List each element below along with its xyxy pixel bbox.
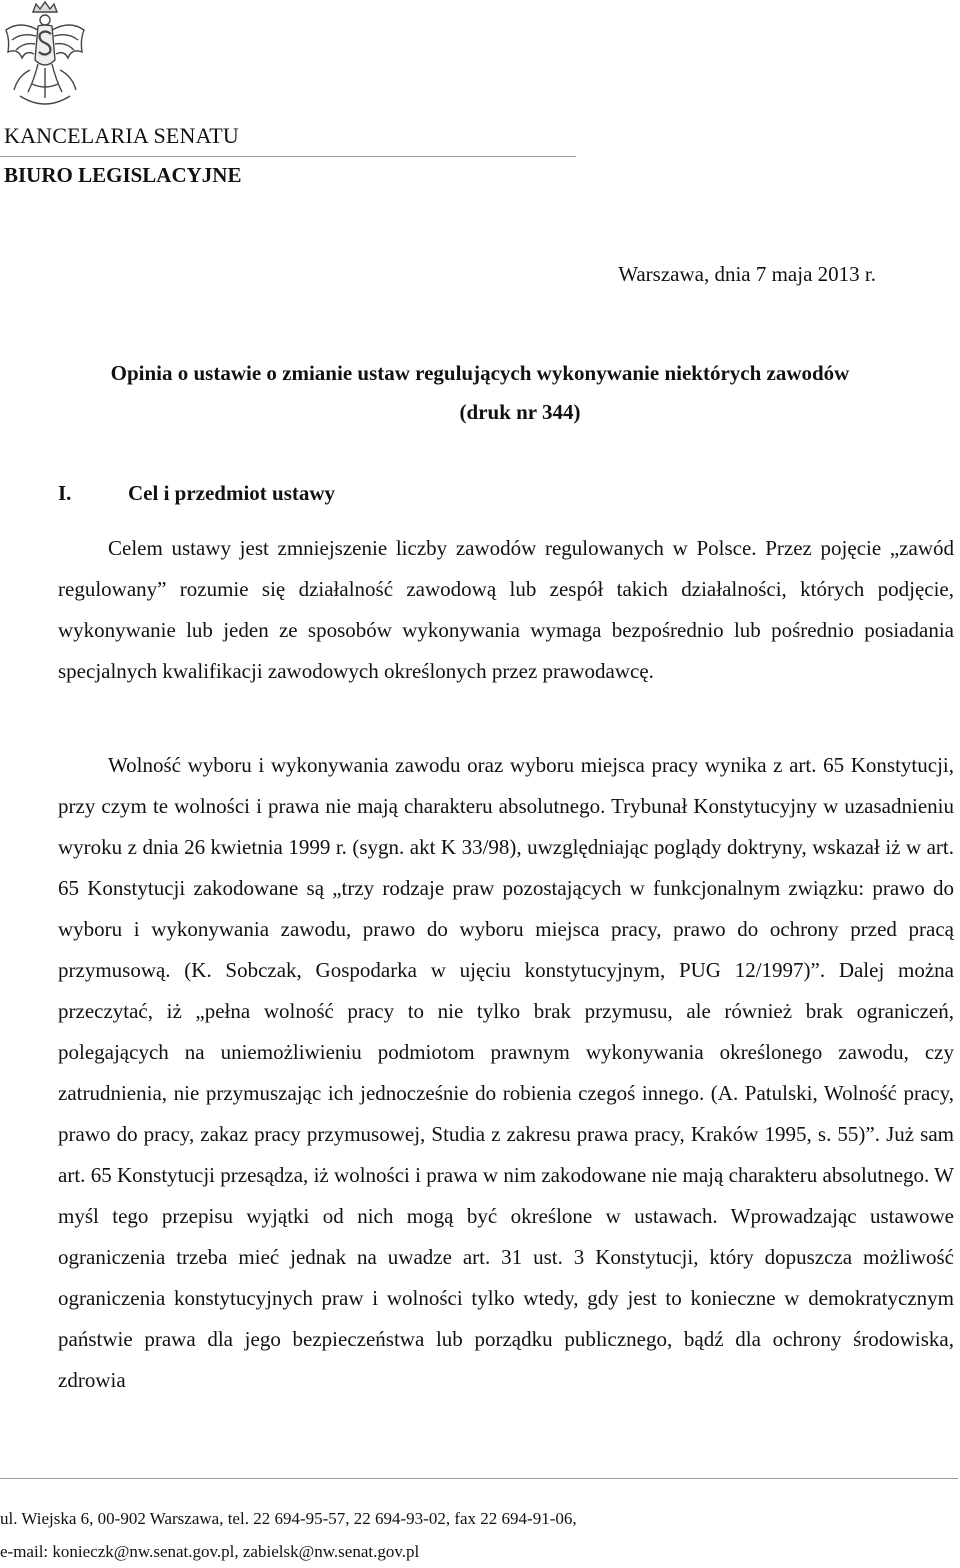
footer-divider [0, 1478, 958, 1479]
department-name: BIURO LEGISLACYJNE [4, 163, 242, 187]
header-divider [0, 156, 576, 157]
document-title [0, 361, 960, 425]
footer-address: ul. Wiejska 6, 00-902 Warszawa, tel. 22 694-95-57, 22 694-93-02, fax 22 694-91-06, [0, 1509, 577, 1528]
paragraph-2: Wolność wyboru i wykonywania zawodu oraz wyboru miejsca pracy wynika z art. 65 Konstytucji, przy czym te wolności i prawa nie mają charakteru absolutnego. Trybunał Konstytucyjny w uzasadnieniu wyroku z dnia 26 kwietnia 1999 r. (sygn. akt K 33/98), uwzględniając poglądy doktryny, wskazał iż w art. 65 Konstytucji zakodowane są „trzy rodzaje praw pozostających w funkcjonalnym związku: prawo do wyboru i wykonywania zawodu, prawo do wyboru miejsca pracy, prawo do ochrony przed pracą przymusową. (K. Sobczak, Gospodarka w ujęciu konstytucyjnym, PUG 12/1997)”. Dalej można przeczytać, iż „pełna wolność pracy to nie tylko brak przymusu, ale również brak ograniczeń, polegających na uniemożliwieniu podmiotom prawnym wykonywania określonego zawodu, czy zatrudnienia, nie przymuszając ich jednocześnie do robienia czegoś innego. (A. Patulski, Wolność pracy, prawo do pracy, zakaz pracy przymusowej, Studia z zakresu prawa pracy, Kraków 1995, s. 55)”. Już sam art. 65 Konstytucji przesądza, iż wolności i prawa w nim zakodowane nie mają charakteru absolutnego. W myśl tego przepisu wyjątki od nich mogą być określone w ustawach. Wprowadzając ustawowe ograniczenia trzeba mieć jednak na uwadze art. 31 ust. 3 Konstytucji, który dopuszcza możliwość ograniczenia konstytucyjnych praw i wolności tylko wtedy, gdy jest to konieczne w demokratycznym państwie prawa dla jego bezpieczeństwa lub porządku publicznego, bądź dla ochrony środowiska, zdrowia [58, 753, 954, 1392]
date-line: Warszawa, dnia 7 maja 2013 r. [618, 262, 876, 286]
title-line-2: (druk nr 344) [459, 400, 581, 424]
footer [0, 1502, 577, 1568]
paragraph-1: Celem ustawy jest zmniejszenie liczby zawodów regulowanych w Polsce. Przez pojęcie „zawód regulowany” rozumie się działalność zawodową lub zespół takich działalności, których podjęcie, wykonywanie lub jeden ze sposobów wykonywania wymaga bezpośrednio lub pośrednio posiadania specjalnych kwalifikacji zawodowych określonych przez prawodawcę. [58, 536, 954, 683]
section-title: Cel i przedmiot ustawy [128, 481, 336, 505]
section-number: I. [58, 481, 72, 505]
senate-emblem-logo [0, 0, 90, 115]
title-line-1: Opinia o ustawie o zmianie ustaw regulujących wykonywanie niektórych zawodów [110, 361, 850, 385]
footer-email: e-mail: konieczk@nw.senat.gov.pl, zabielsk@nw.senat.gov.pl [0, 1542, 420, 1561]
organization-name: KANCELARIA SENATU [4, 123, 240, 148]
